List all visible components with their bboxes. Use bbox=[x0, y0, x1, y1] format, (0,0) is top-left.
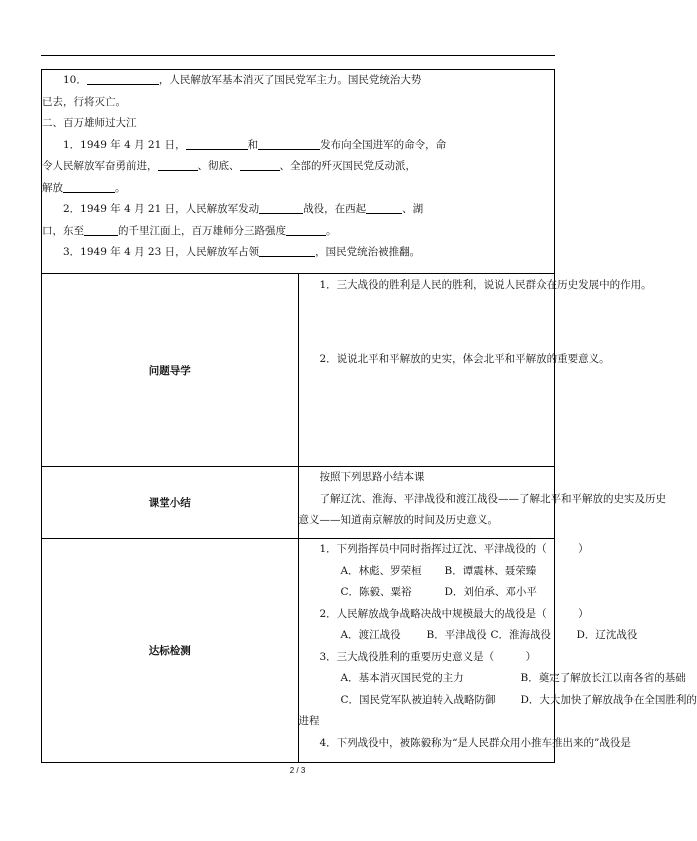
option-row bbox=[299, 690, 697, 712]
crossing-q1-cont: 令人民解放军奋勇前进， 、彻底、 、全部的歼灭国民党反动派， bbox=[42, 160, 416, 172]
option-d: D．刘伯承、邓小平 bbox=[444, 586, 537, 598]
blank bbox=[240, 158, 280, 171]
guide-question-2: 2．说说北平和平解放的史实，体会北平和平解放的重要意义。 bbox=[319, 352, 610, 365]
row-label: 问题导学 bbox=[42, 274, 299, 467]
blank bbox=[84, 223, 118, 236]
test-row bbox=[42, 539, 555, 763]
option-row bbox=[299, 668, 686, 690]
summary-line: 按照下列思路小结本课 bbox=[319, 471, 425, 483]
crossing-q1: 1．1949 年 4 月 21 日， 和 发布向全国进军的命令，命 bbox=[63, 138, 447, 151]
blank bbox=[63, 180, 115, 193]
test-question-4: 4．下列战役中，被陈毅称为“是人民群众用小推车推出来的”战役是 bbox=[319, 736, 631, 749]
option-c: C．国民党军队被迫转入战略防御 bbox=[340, 693, 496, 706]
option-a: A．林彪、罗荣桓 bbox=[340, 564, 422, 577]
blank bbox=[259, 201, 303, 214]
page-number: 2 / 3 bbox=[289, 766, 306, 775]
question-10: 10． ，人民解放军基本消灭了国民党军主力。国民党统治大势 bbox=[63, 74, 422, 86]
test-cell bbox=[298, 539, 697, 763]
option-row bbox=[299, 625, 638, 647]
test-question-1: 1．下列指挥员中同时指挥过辽沈、平津战役的（ ） bbox=[319, 543, 589, 555]
option-d: D．辽沈战役 bbox=[576, 629, 638, 641]
row-label: 达标检测 bbox=[42, 539, 299, 763]
option-a: A．渡江战役 bbox=[340, 629, 401, 641]
summary-line: 了解辽沈、淮海、平津战役和渡江战役——了解北平和平解放的史实及历史 bbox=[319, 492, 666, 505]
blank bbox=[259, 244, 315, 257]
crossing-q1-cont2: 解放 。 bbox=[42, 181, 126, 194]
crossing-q3: 3．1949 年 4 月 23 日，人民解放军占领 ，国民党统治被推翻。 bbox=[63, 246, 421, 258]
blank bbox=[366, 201, 402, 214]
section-heading: 二、百万雄师过大江 bbox=[42, 117, 137, 129]
option-c: C．淮海战役 bbox=[490, 629, 552, 641]
option-row bbox=[299, 582, 555, 604]
summary-cell bbox=[298, 467, 666, 539]
blank bbox=[258, 137, 320, 150]
question-10-cont: 已去，行将灭亡。 bbox=[42, 95, 126, 108]
option-b: B．谭震林、聂荣臻 bbox=[444, 564, 537, 577]
option-row bbox=[299, 561, 555, 583]
guide-question-1: 1．三大战役的胜利是人民的胜利，说说人民群众在历史发展中的作用。 bbox=[319, 279, 652, 291]
option-b: B．平津战役 bbox=[426, 629, 487, 641]
option-a: A．基本消灭国民党的主力 bbox=[340, 672, 464, 684]
worksheet-table bbox=[41, 69, 697, 763]
summary-row bbox=[42, 467, 555, 539]
problem-guide-row bbox=[42, 274, 555, 467]
blank bbox=[186, 137, 248, 150]
option-d: D．大大加快了解放战争在全国胜利的 bbox=[520, 693, 697, 706]
header-rule bbox=[41, 55, 555, 56]
option-c: C．陈毅、粟裕 bbox=[340, 586, 412, 598]
blank bbox=[158, 158, 198, 171]
option-b: B．奠定了解放长江以南各省的基础 bbox=[520, 672, 686, 684]
crossing-q2: 2．1949 年 4 月 21 日，人民解放军发动 战役，在西起 、湖 bbox=[63, 203, 424, 215]
content-cell bbox=[42, 70, 555, 274]
test-question-3: 3．三大战役胜利的重要历史意义是（ ） bbox=[319, 650, 537, 663]
crossing-q2-cont: 口，东至 的千里江面上，百万雄师分三路强度 。 bbox=[42, 224, 337, 237]
blank bbox=[87, 72, 159, 85]
option-d-cont: 进程 bbox=[298, 715, 320, 727]
problem-guide-cell bbox=[298, 274, 652, 467]
blank bbox=[286, 223, 326, 236]
row-label: 课堂小结 bbox=[42, 467, 299, 539]
test-question-2: 2．人民解放战争战略决战中规模最大的战役是（ ） bbox=[319, 607, 589, 620]
summary-line: 意义——知道南京解放的时间及历史意义。 bbox=[298, 514, 498, 526]
content-row bbox=[42, 70, 555, 274]
